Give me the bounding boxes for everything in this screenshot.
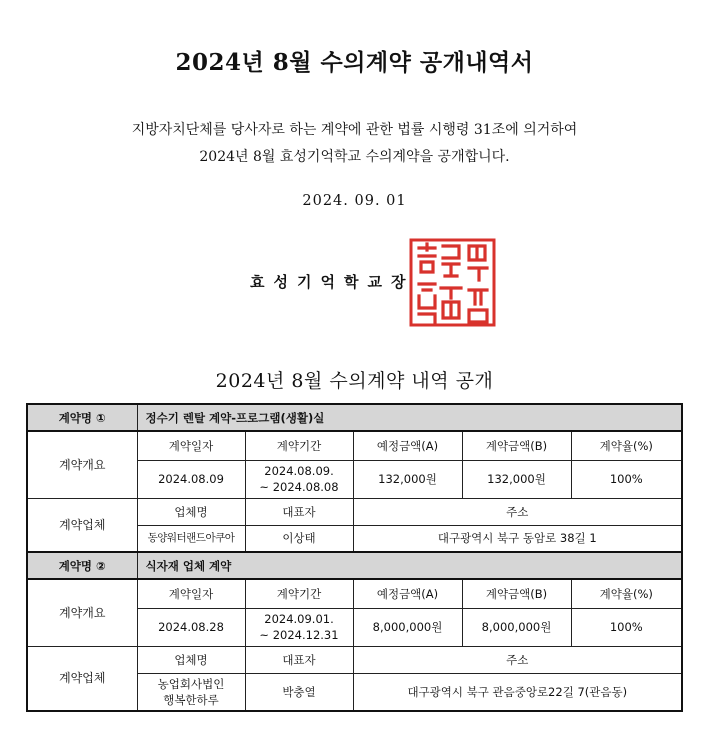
contract-1-summary-header-row (27, 431, 682, 460)
col-header-estimated-amount: 예정금액(A) (353, 431, 462, 460)
col-header-contract-rate: 계약율(%) (571, 431, 682, 460)
document-title: 2024년 8월 수의계약 공개내역서 (175, 49, 534, 76)
contract-2-summary-label: 계약개요 (27, 579, 137, 646)
contract-2-amount: 8,000,000원 (462, 608, 571, 646)
contract-1-period-start: 2024.08.09. (264, 464, 334, 478)
contract-2-name: 식자재 업체 계약 (137, 552, 682, 579)
col-header-contract-amount: 계약금액(B) (462, 579, 571, 608)
contract-1-name: 정수기 렌탈 계약-프로그램(생활)실 (137, 404, 682, 431)
school-name: 효성기억학교장 (250, 273, 415, 291)
contract-1-date: 2024.08.09 (137, 460, 245, 498)
contract-1-period (245, 460, 353, 498)
contract-2-vendor-label: 계약업체 (27, 646, 137, 711)
col-header-contract-amount: 계약금액(B) (462, 431, 571, 460)
col-header-vendor-name: 업체명 (137, 498, 245, 525)
contract-2-vendor-name-line-1: 농업회사법인 (157, 676, 225, 691)
contract-1-representative: 이상태 (245, 525, 353, 552)
document-date: 2024. 09. 01 (302, 193, 407, 209)
col-header-vendor-name: 업체명 (137, 646, 245, 673)
col-header-estimated-amount: 예정금액(A) (353, 579, 462, 608)
official-seal-stamp (409, 238, 496, 327)
contract-2-label: 계약명 ② (27, 552, 137, 579)
contract-2-period-start: 2024.09.01. (264, 612, 334, 626)
col-header-contract-rate: 계약율(%) (571, 579, 682, 608)
col-header-contract-period: 계약기간 (245, 431, 353, 460)
contract-1-vendor-name: 동양워터랜드아쿠아 (137, 525, 245, 552)
intro-line-2: 2024년 8월 효성기억학교 수의계약을 공개합니다. (199, 149, 510, 165)
col-header-address: 주소 (353, 646, 682, 673)
intro-text (0, 117, 709, 171)
contract-2-rate: 100% (571, 608, 682, 646)
contract-2-vendor-name (137, 673, 245, 711)
contract-2-period (245, 608, 353, 646)
contract-2-vendor-name-line-2: 행복한하루 (163, 692, 219, 707)
contract-1-header-row (27, 404, 682, 431)
contract-2-summary-header-row (27, 579, 682, 608)
contract-2-period-end: ~ 2024.12.31 (259, 628, 339, 642)
contract-2-address: 대구광역시 북구 관음중앙로22길 7(관음동) (353, 673, 682, 711)
contract-1-address: 대구광역시 북구 동암로 38길 1 (353, 525, 682, 552)
col-header-contract-period: 계약기간 (245, 579, 353, 608)
contract-1-amount: 132,000원 (462, 460, 571, 498)
col-header-representative: 대표자 (245, 646, 353, 673)
contract-2-date: 2024.08.28 (137, 608, 245, 646)
section-subtitle: 2024년 8월 수의계약 내역 공개 (215, 370, 494, 392)
contract-1-estimated: 132,000원 (353, 460, 462, 498)
col-header-contract-date: 계약일자 (137, 579, 245, 608)
contract-1-vendor-label: 계약업체 (27, 498, 137, 552)
contract-1-vendor-header-row (27, 498, 682, 525)
intro-line-1: 지방자치단체를 당사자로 하는 계약에 관한 법률 시행령 31조에 의거하여 (131, 122, 578, 138)
contract-2-estimated: 8,000,000원 (353, 608, 462, 646)
contract-2-representative: 박충열 (245, 673, 353, 711)
col-header-address: 주소 (353, 498, 682, 525)
contracts-table (26, 403, 683, 712)
contract-2-header-row (27, 552, 682, 579)
contract-1-rate: 100% (571, 460, 682, 498)
contract-1-label: 계약명 ① (27, 404, 137, 431)
col-header-representative: 대표자 (245, 498, 353, 525)
contract-2-vendor-header-row (27, 646, 682, 673)
col-header-contract-date: 계약일자 (137, 431, 245, 460)
contract-1-period-end: ~ 2024.08.08 (259, 480, 339, 494)
contract-1-summary-label: 계약개요 (27, 431, 137, 498)
